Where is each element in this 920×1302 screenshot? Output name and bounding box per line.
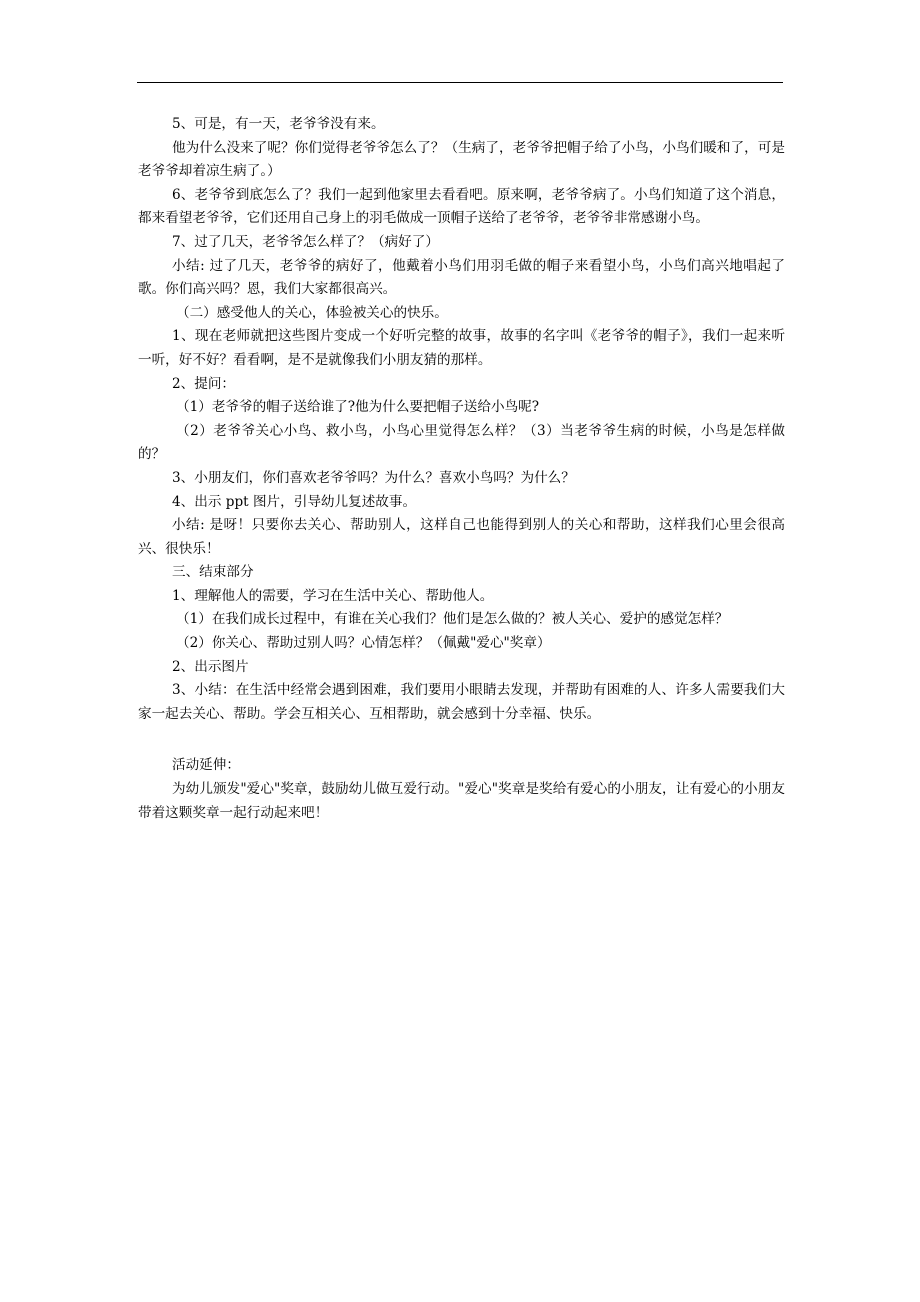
paragraph-step-6: 6、老爷爷到底怎么了？我们一起到他家里去看看吧。原来啊，老爷爷病了。小鸟们知道了这个消息，都来看望老爷爷，它们还用自己身上的羽毛做成一顶帽子送给了老爷爷，老爷爷非常感谢小鸟。 xyxy=(138,186,785,227)
paragraph-questions-heading: 2、提问： xyxy=(172,375,236,392)
paragraph-step-3-like: 3、小朋友们，你们喜欢老爷爷吗？为什么？喜欢小鸟吗？为什么？ xyxy=(172,469,575,486)
paragraph-why-absent: 他为什么没来了呢？你们觉得老爷爷怎么了？（生病了，老爷爷把帽子给了小鸟，小鸟们暖和了，可是老爷爷却着凉生病了。） xyxy=(138,139,785,180)
paragraph-step-4-ppt: 4、出示 ppt 图片，引导幼儿复述故事。 xyxy=(172,493,417,510)
paragraph-show-pictures: 2、出示图片 xyxy=(172,658,249,675)
section-heading-3: 三、结束部分 xyxy=(172,564,254,581)
paragraph-understand-needs: 1、理解他人的需要，学习在生活中关心、帮助他人。 xyxy=(172,587,494,604)
section-heading-2: （二）感受他人的关心，体验被关心的快乐。 xyxy=(176,304,448,321)
extension-title: 活动延伸： xyxy=(172,757,240,774)
paragraph-step-7: 7、过了几天，老爷爷怎么样了？（病好了） xyxy=(172,233,439,250)
paragraph-step-5: 5、可是，有一天，老爷爷没有来。 xyxy=(172,116,385,132)
paragraph-gap xyxy=(138,726,785,754)
paragraph-sub-question-2: （2）你关心、帮助过别人吗？心情怎样？（佩戴"爱心"奖章） xyxy=(176,635,551,652)
document-body xyxy=(138,113,785,825)
paragraph-story-intro: 1、现在老师就把这些图片变成一个好听完整的故事，故事的名字叫《老爷爷的帽子》，我们一起来听一听，好不好？看看啊，是不是就像我们小朋友猜的那样。 xyxy=(138,328,785,368)
paragraph-question-2-3: （2）老爷爷关心小鸟、救小鸟，小鸟心里觉得怎么样？（3）当老爷爷生病的时候，小鸟是怎样做的？ xyxy=(138,422,785,463)
header-rule xyxy=(137,82,783,83)
paragraph-sub-question-1: （1）在我们成长过程中，有谁在关心我们？他们是怎么做的？被人关心、爱护的感觉怎样？ xyxy=(176,611,729,628)
paragraph-summary-2: 小结: 是呀！只要你去关心、帮助别人，这样自己也能得到别人的关心和帮助，这样我们心里会很高兴、很快乐！ xyxy=(138,517,785,557)
paragraph-summary-1: 小结: 过了几天，老爷爷的病好了，他戴着小鸟们用羽毛做的帽子来看望小鸟，小鸟们高兴地唱起了歌。你们高兴吗？恩，我们大家都很高兴。 xyxy=(138,257,785,298)
paragraph-question-1: （1）老爷爷的帽子送给谁了?他为什么要把帽子送给小鸟呢? xyxy=(176,399,540,416)
paragraph-summary-3: 3、小结：在生活中经常会遇到困难，我们要用小眼睛去发现，并帮助有困难的人、许多人需要我们大家一起去关心、帮助。学会互相关心、互相帮助，就会感到十分幸福、快乐。 xyxy=(138,682,785,722)
extension-text: 为幼儿颁发"爱心"奖章，鼓励幼儿做互爱行动。"爱心"奖章是奖给有爱心的小朋友，让有爱心的小朋友带着这颗奖章一起行动起来吧！ xyxy=(138,781,785,821)
